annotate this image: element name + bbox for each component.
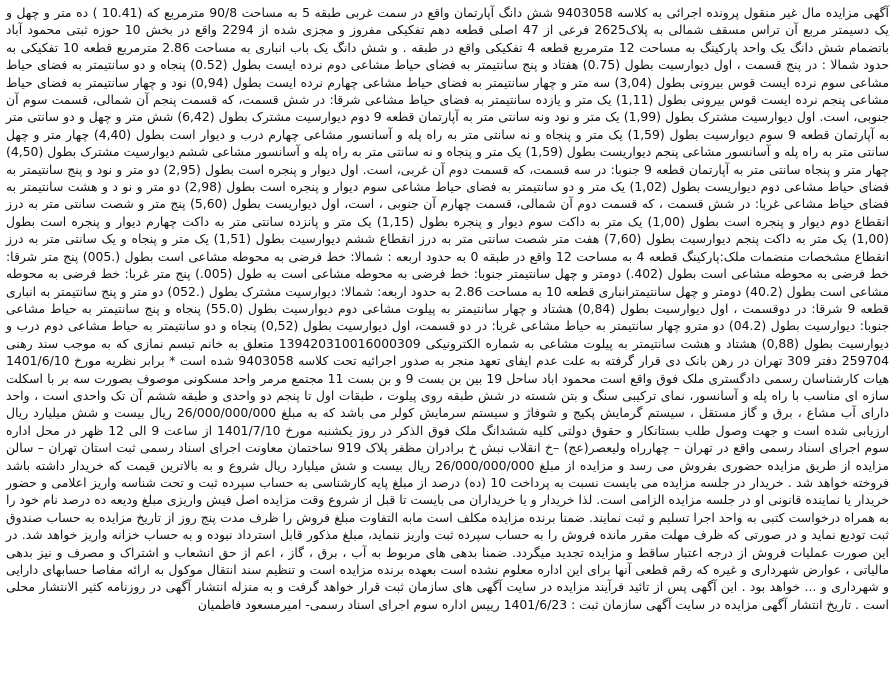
notice-body bbox=[6, 4, 889, 613]
notice-text: آگهی مزایده مال غیر منقول پرونده اجرائی به کلاسه 9403058 شش دانگ آپارتمان واقع در سمت غربی طبقه 5 به مساحت 90/8 مترمربع که (10.41 ) ده متر و چهل و یک دسیمتر مربع آن تراس مسقف شمالی به پلاک2625 فرعی از 47 اصلی قطعه دهم تفکیکی مفروز و مجزی شده از 2294 واقع در بخش 10 حوزه ثبتی محمود آباد باتضمام شش دانگ یک واحد پارکینگ به مساحت 12 مترمربع قطعه 4 تفکیکی واقع در طبقه . و شش دانگ یک باب انباری به مساحت 2.86 مترمربع قطعه 10 تفکیکی به حدود شمالا : در پنج قسمت ، اول دیوارسیت بطول (0.75) هفتاد و پنج سانتیمتر به فضای حیاط مشاعی دوم نرده ایست بطول (0.52) پنجاه و دو سانتیمتر به فضای حیاط مشاعی سوم نرده ایست قوس بیرونی بطول (3,04) سه متر و چهار سانتیمتر به فضای حیاط مشاعی چهارم نرده ایست بطول (0,94) نود و چهار سانتیمتر به فضای حیاط مشاعی پنجم نرده ایست قوس بیرونی بطول (1,11) یک متر و یازده سانتیمتر به فضای حیاط مشاعی شرقا: در شش قسمت، که قسمت پنجم آن شمالی، قسمت سوم آن جنوبی، است. اول دیوارسیت مشترک بطول (1,99) یک متر و نود ونه سانتی متر به آپارتمان قطعه 9 دوم دیوارسیت مشترک بطول (6,42) شش متر و چهل و دو سانتی متر به آپارتمان قطعه 9 سوم دیوارسیت بطول (1,59) یک متر و پنجاه و نه سانتی متر به راه پله و آسانسور مشاعی چهارم درب و دیوار است بطول (4,40) چهار متر و چهل سانتی متر به راه پله و آسانسور مشاعی پنجم دیواریست بطول (1,59) یک متر و پنجاه و نه سانتی متر به راه پله و آسانسور مشاعی ششم دیوارسیت مشترک بطول (4,50) چهار متر و پنجاه سانتی متر به آپارتمان قطعه 9 جنوبا: در سه قسمت، که قسمت دوم آن غربی، است. اول دیوار و پنجره است بطول (2,95) دو متر و نود و پنج سانتیمتر به فضای حیاط مشاعی دوم دیواریست بطول (1,02) یک متر و دو سانتیمتر به فضای حیاط مشاعی سوم دیوار و پنجره است بطول (2,98) دو متر و نو د و هشت سانتیمتر به فضای حیاط مشاعی غربا: در شش قسمت ، که قسمت دوم آن شمالی، قسمت چهارم آن جنوبی ، است، اول دیواریست بطول (5,60) پنج متر و شصت سانتی متر به درز انقطاع دوم دیوار و پنجره است بطول (1,00) یک متر به داکت سوم دیوار و پنجره بطول (1,15) یک متر و پانزده سانتی متر به داکت چهارم دیوار و پنجره است بطول (1,00) یک متر به داکت پنجم دیوارسیت بطول (7,60) هفت متر شصت سانتی متر به درز انقطاع ششم دیوارسیت بطول (1,51) یک متر و پنجاه و یک سانتی متر به درز انقطاع مشخصات منضمات ملک:پارکینگ قطعه 4 به مساحت 12 واقع در طبقه 0 به حدود اربعه : شمالا: خط فرضی به محوطه مشاعی است بطول (.005) پنج متر شرقا: خط فرضی به محوطه مشاعی است بطول (402.) دومتر و چهل سانتیمتر جنوبا: خط فرضی به محوطه مشاعی است به طول (005.) پنج متر غربا: خط فرضی به محوطه مشاعی است بطول (40.2) دومتر و چهل سانتیمترانباری قطعه 10 به مساحت 2.86 به حدود اربعه: شمالا: دیوارسیت مشترک بطول (.052) دو متر و پنج سانتیمتر به انباری قطعه 9 شرقا: در دوقسمت ، اول دیوارسیت بطول (0,84) هشتاد و چهار سانتیمتر به پیلوت مشاعی دوم دیوارسیت بطول (55.0) پنجاه و پنج سانتیمتر به حیاط مشاعی جنوبا: دیوارسیت بطول (04.2) دو مترو چهار سانتیمتر به حیاط مشاعی غربا: در دو قسمت، اول دیوارسیت بطول (0,52) پنجاه و دو سانتیمتر به حیاط مشاعی دوم درب و دیوارسیت بطول (0,88) هشتاد و هشت سانتیمتر به پیلوت مشاعی به شماره الکترونیکی 139420310016000309 متعلق به خانم تبسم نمازی که به موجب سند رهنی 259704 دفتر 309 تهران در رهن بانک دی قرار گرفته به علت عدم ایفای تعهد منجر به صدور اجرائیه تحت کلاسه 9403058 شده است * برابر نظریه مورخ 1401/6/10 هیات کارشناسان رسمی دادگستری ملک فوق واقع است محمود اباد ساحل 19 بین بن بست 9 و بن بست 11 مجتمع مرمر واحد مسکونی موصوف بصورت سه بر با اسکلت سازه ای مناسب با راه پله و آسانسور، نمای ترکیبی سنگ و بتن شسته در شش طبقه روی پیلوت ، طبقات اول تا پنجم دو واحدی و طبقه ششم آن تک واحدی است ، واحد دارای آب مشاع ، برق و گاز مستقل ، سیستم گرمایش پکیج و شوفاژ و سیستم سرمایش کولر می باشد که به مبلغ 26/000/000/000 ریال بیست و شش میلیارد ریال ارزیابی شده است و جهت وصول طلب بستانکار و حقوق دولتی کلیه ششدانگ ملک فوق الذکر در روز یکشنبه مورخ 1401/7/10 از ساعت 9 الی 12 ظهر در محل اداره سوم اجرای اسناد رسمی واقع در تهران – چهارراه ولیعصر(عج) –خ انقلاب نبش خ برادران مظفر پلاک 919 ساختمان معاونت اجرای اسناد رسمی ثبت استان تهران – سالن مزایده از طریق مزایده حضوری بفروش می رسد و مزایده از مبلغ 26/000/000/000 ریال بیست و شش میلیارد ریال شروع و به بالاترین قیمت که خریدار داشته باشد فروخته خواهد شد . خریدار در جلسه مزایده می بایست نسبت به پرداخت 10 (ده) درصد از مبلغ پایه کارشناسی به حساب سپرده ثبت و تحت شناسه واریز اعلامی و حضور خریدار یا نماینده قانونی او در جلسه مزایده الزامی است. لذا خریدار و یا خریداران می بایست تا قبل از شروع وقت مزایده اصل فیش واریزی مبلغ ودیعه ده درصد نام خود را به همراه درخواست کتبی به واحد اجرا تسلیم و ثبت نمایند. ضمنا برنده مزایده مکلف است مابه التفاوت مبلغ فروش را ظرف مدت پنج روز از تاریخ مزایده به حساب صندوق ثبت تودیع نماید و در صورتی که ظرف مهلت مقرر مانده فروش را به حساب سپرده ثبت واریز ننماید، مبلغ مذکور قابل استرداد نبوده و به حساب خزانه واریز خواهد شد. در این صورت عملیات فروش از درجه اعتبار ساقط و مزایده تجدید میگردد. ضمنا بدهی های مربوط به آب ، برق ، گاز ، اعم از حق انشعاب و اشتراک و مصرف و نیز بدهی مالیاتی ، عوارض شهرداری و غیره که رقم قطعی آنها برای این اداره معلوم نشده است بعهده برنده مزایده است و تنظیم سند انتقال موکول به ارائه مفاصا حسابهای دارایی و شهرداری و ... خواهد بود . این آگهی پس از تائید فرآیند مزایده در سایت آگهی های سازمان ثبت قرار خواهد گرفت و به منزله انتشار آگهی در روزنامه کثیر الانتشار محلی است . تاریخ انتشار آگهی مزایده در سایت آگهی سازمان ثبت : 1401/6/23 رییس اداره سوم اجرای اسناد رسمی- امیرمسعود bbox=[6, 5, 890, 612]
notice-signature: فاطمیان bbox=[197, 596, 242, 612]
